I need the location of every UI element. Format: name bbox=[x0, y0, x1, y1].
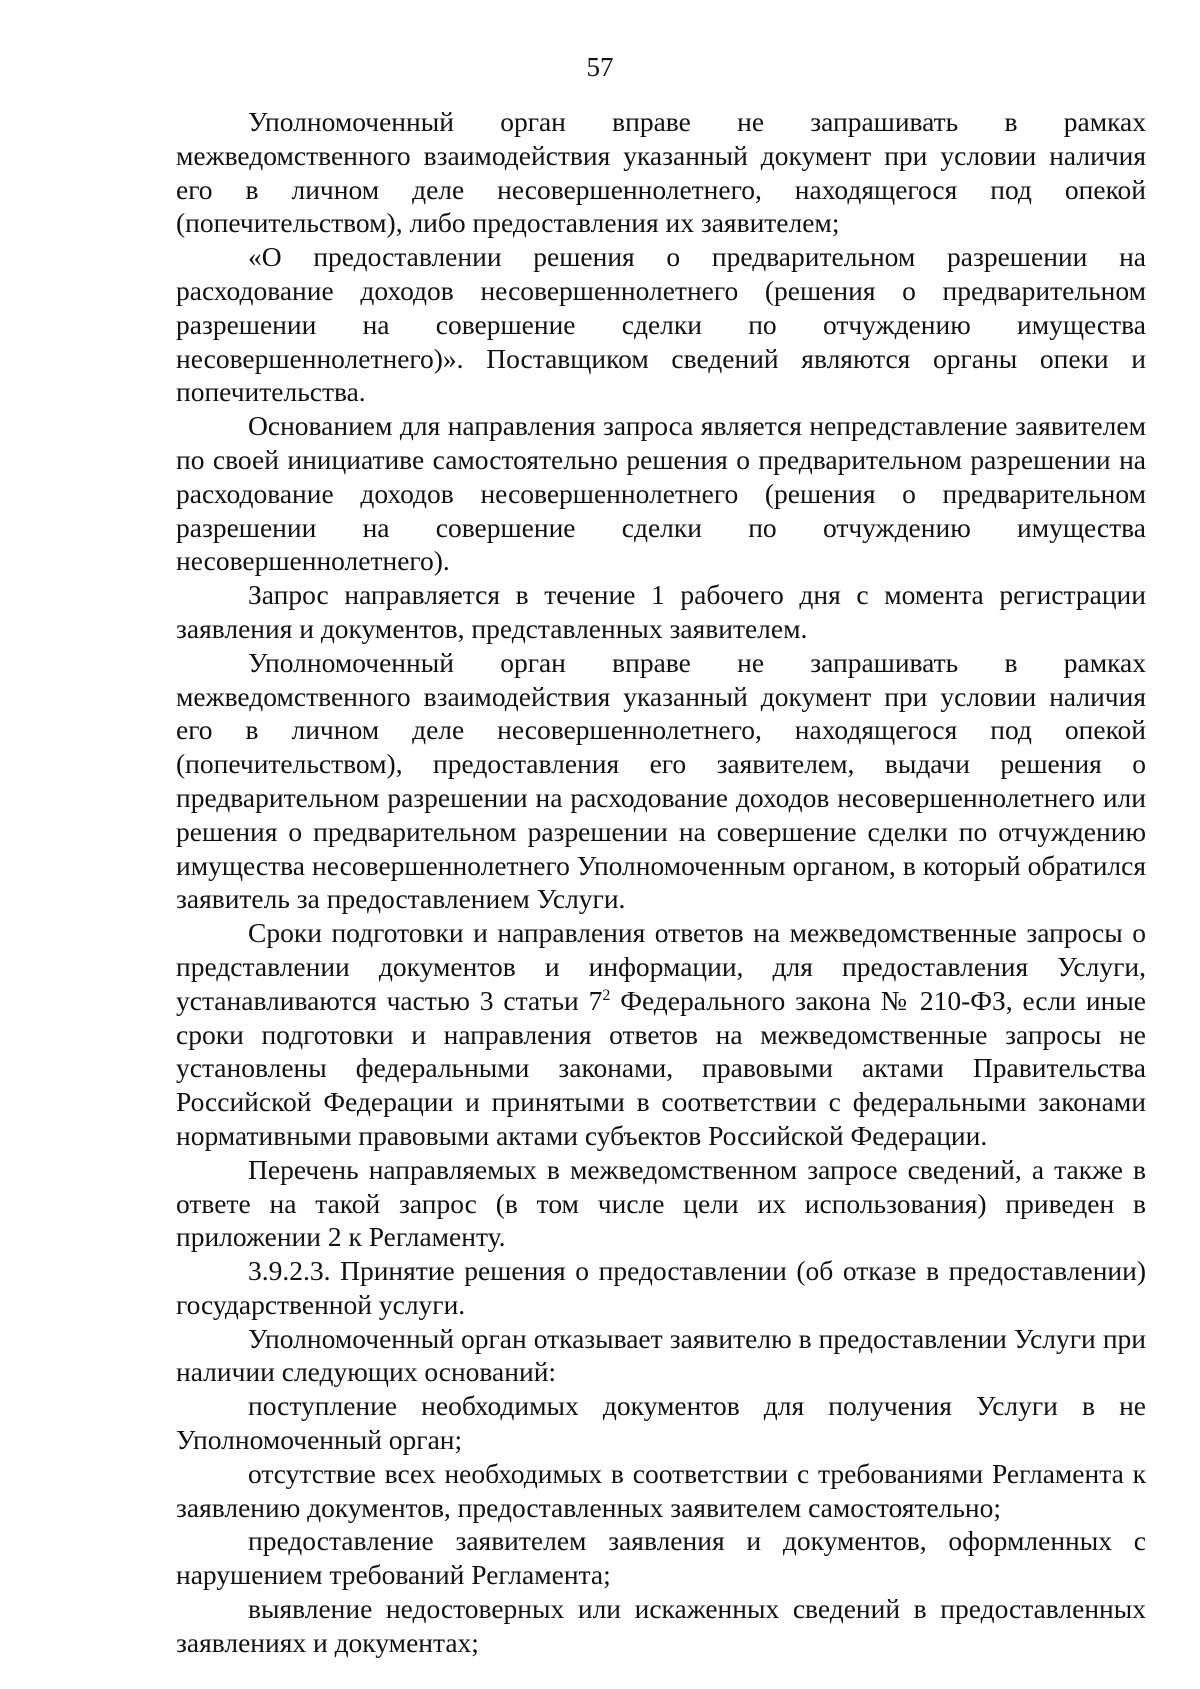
paragraph: Уполномоченный орган вправе не запрашивать в рамках межведомственного взаимодействия указанный документ при условии наличия его в личном деле несовершеннолетнего, находящегося под опекой (попечительством), либо предоставления их заявителем; bbox=[176, 106, 1146, 239]
article-superscript: 2 bbox=[602, 986, 611, 1004]
paragraph: Уполномоченный орган отказывает заявителю в предоставлении Услуги при наличии следующих оснований: bbox=[176, 1322, 1146, 1388]
list-item: поступление необходимых документов для получения Услуги в не Уполномоченный орган; bbox=[176, 1390, 1146, 1456]
paragraph: Уполномоченный орган вправе не запрашивать в рамках межведомственного взаимодействия указанный документ при условии наличия его в личном деле несовершеннолетнего, находящегося под опекой (попечительством), предоставления его заявителем, выдачи решения о предварительном разрешении на расходование доходов несовершеннолетнего или решения о предварительном разрешении на совершение сделки по отчуждению имущества несовершеннолетнего Уполномоченным органом, в который обратился заявитель за предоставлением Услуги. bbox=[176, 646, 1146, 915]
paragraph: Основанием для направления запроса является непредставление заявителем по своей инициативе самостоятельно решения о предварительном разрешении на расходование доходов несовершеннолетнего (решения о предварительном разрешении на совершение сделки по отчуждению имущества несовершеннолетнего). bbox=[176, 410, 1146, 577]
paragraph: «О предоставлении решения о предварительном разрешении на расходование доходов несовершеннолетнего (решения о предварительном разрешении на совершение сделки по отчуждению имущества несовершеннолетнего)». Поставщиком сведений являются органы опеки и попечительства. bbox=[176, 241, 1146, 408]
page-number: 57 bbox=[586, 52, 614, 82]
paragraph-text-after-superscript: Федерального закона № 210-ФЗ, если иные сроки подготовки и направления ответов на межведомственные запросы не установлены федеральными законами, правовыми актами Правительства Российской Федерации и принятыми в соответствии с федеральными законами нормативными правовыми актами субъектов Российской Федерации. bbox=[176, 984, 1146, 1151]
list-item: выявление недостоверных или искаженных сведений в предоставленных заявлениях и документах; bbox=[176, 1593, 1146, 1658]
paragraph: Запрос направляется в течение 1 рабочего дня с момента регистрации заявления и документов, представленных заявителем. bbox=[176, 579, 1146, 644]
section-heading: 3.9.2.3. Принятие решения о предоставлении (об отказе в предоставлении) государственной услуги. bbox=[176, 1255, 1146, 1320]
list-item: предоставление заявителем заявления и документов, оформленных с нарушением требований Регламента; bbox=[176, 1525, 1146, 1591]
paragraph-text-before-superscript: Сроки подготовки и направления ответов на межведомственные запросы о представлении документов и информации, для предоставления Услуги, устанавливаются частью 3 статьи 7 bbox=[176, 917, 1146, 1016]
document-body bbox=[176, 105, 1146, 1660]
paragraph-deadlines bbox=[176, 916, 1146, 1153]
list-item: отсутствие всех необходимых в соответствии с требованиями Регламента к заявлению документов, предоставленных заявителем самостоятельно; bbox=[176, 1457, 1146, 1523]
paragraph: Перечень направляемых в межведомственном запросе сведений, а также в ответе на такой запрос (в том числе цели их использования) приведен в приложении 2 к Регламенту. bbox=[176, 1153, 1146, 1253]
